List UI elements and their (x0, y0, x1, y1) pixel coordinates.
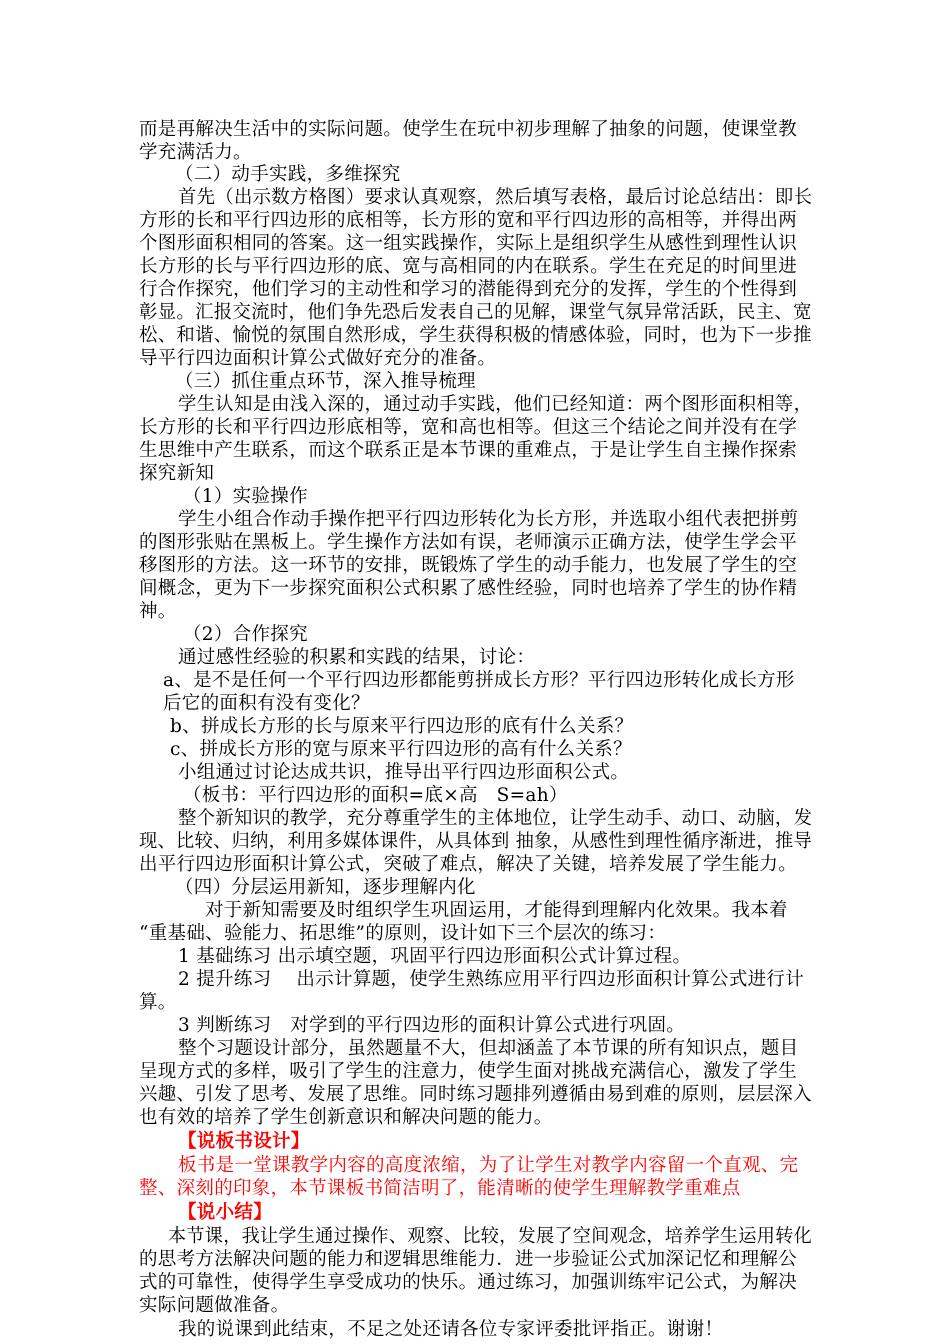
text-line: 式的可靠性，使得学生享受成功的快乐。通过练习，加强训练牢记公式，为解决 (139, 1272, 798, 1293)
text-line: 间概念，更为下一步探究面积公式积累了感性经验，同时也培养了学生的协作精 (139, 578, 798, 599)
text-line: 探究新知 (139, 463, 215, 484)
highlight-line: 整、深刻的印象，本节课板书简洁明了，能清晰的使学生理解教学重难点 (139, 1178, 741, 1199)
text-line: 实际问题做准备。 (139, 1295, 290, 1316)
text-line: 学充满活力。 (139, 142, 252, 163)
text-line: 兴趣、引发了思考、发展了思维。同时练习题排列遵循由易到难的原则，层层深入 (139, 1084, 812, 1105)
section-heading: （四）分层运用新知，逐步理解内化 (175, 877, 476, 898)
text-line: 而是再解决生活中的实际问题。使学生在玩中初步理解了抽象的问题，使课堂教 (139, 119, 798, 140)
text-line: 行合作探究，他们学习的主动性和学习的潜能得到充分的发挥，学生的个性得到 (139, 279, 798, 300)
question-item: b、拼成长方形的长与原来平行四边形的底有什么关系？ (170, 716, 634, 737)
text-line: 小组通过讨论达成共识，推导出平行四边形面积公式。 (178, 762, 630, 783)
text-line: 出平行四边形面积计算公式，突破了难点，解决了关键，培养发展了学生能力。 (139, 854, 798, 875)
text-line: 的图形张贴在黑板上。学生操作方法如有误，老师演示正确方法，使学生学会平 (139, 532, 798, 553)
subsection-heading: （1）实验操作 (183, 486, 308, 507)
section-heading: （二）动手实践，多维探究 (175, 164, 401, 185)
text-line: 后它的面积有没有变化？ (163, 693, 370, 714)
text-line: 现、比较、归纳，利用多媒体课件，从具体到 抽象，从感性到理性循序渐进，推导 (139, 831, 813, 852)
text-line: 松、和谐、愉悦的氛围自然形成，学生获得积极的情感体验，同时，也为下一步推 (139, 325, 812, 346)
formula-note: （板书：平行四边形的面积=底×高 S=ah） (183, 785, 568, 806)
text-line: 呈现方式的多样，吸引了学生的注意力，使学生面对挑战充满信心，激发了学生 (139, 1061, 798, 1082)
question-item: a、是不是任何一个平行四边形都能剪拼成长方形？平行四边形转化成长方形 (163, 670, 795, 691)
exercise-item: 2 提升练习 出示计算题，使学生熟练应用平行四边形面积计算公式进行计 (178, 969, 805, 990)
text-line: 首先（出示数方格图）要求认真观察，然后填写表格，最后讨论总结出：即长 (178, 187, 813, 208)
text-line: 学生认知是由浅入深的，通过动手实践，他们已经知道：两个图形面积相等， (178, 394, 813, 415)
text-line: 算。 (139, 992, 177, 1013)
summary-heading: 【说小结】 (178, 1202, 273, 1223)
text-line: 个图形面积相同的答案。这一组实践操作，实际上是组织学生从感性到理性认识 (139, 233, 798, 254)
highlight-line: 板书是一堂课教学内容的高度浓缩，为了让学生对教学内容留一个直观、完 (178, 1155, 799, 1176)
text-line: 整个习题设计部分，虽然题量不大，但却涵盖了本节课的所有知识点，题目 (178, 1038, 799, 1059)
exercise-item: 1 基础练习 出示填空题，巩固平行四边形面积公式计算过程。 (178, 946, 692, 967)
question-item: c、拼成长方形的宽与原来平行四边形的高有什么关系？ (170, 739, 632, 760)
text-line: 也有效的培养了学生创新意识和解决问题的能力。 (139, 1107, 553, 1128)
section-heading: （三）抓住重点环节，深入推导梳理 (175, 371, 476, 392)
text-line: 本节课，我让学生通过操作、观察、比较，发展了空间观念，培养学生运用转化 (168, 1226, 812, 1247)
text-line: 通过感性经验的积累和实践的结果，讨论： (178, 647, 536, 668)
text-line: 学生小组合作动手操作把平行四边形转化为长方形，并选取小组代表把拼剪 (178, 509, 799, 530)
text-line: 的思考方法解决问题的能力和逻辑思维能力．进一步验证公式加深记忆和理解公 (139, 1249, 798, 1270)
exercise-item: 3 判断练习 对学到的平行四边形的面积计算公式进行巩固。 (178, 1015, 686, 1036)
text-line: “重基础、验能力、拓思维”的原则，设计如下三个层次的练习： (139, 923, 667, 944)
text-line: 彰显。汇报交流时，他们争先恐后发表自己的见解，课堂气氛异常活跃，民主、宽 (139, 302, 812, 323)
closing-line: 我的说课到此结束，不足之处还请各位专家评委批评指正。谢谢！ (178, 1319, 724, 1340)
text-line: 长方形的长与平行四边形的底、宽与高相同的内在联系。学生在充足的时间里进 (139, 256, 798, 277)
text-line: 方形的长和平行四边形的底相等，长方形的宽和平行四边形的高相等，并得出两 (139, 210, 798, 231)
text-line: 导平行四边面积计算公式做好充分的准备。 (139, 348, 497, 369)
subsection-heading: （2）合作探究 (183, 624, 308, 645)
board-design-heading: 【说板书设计】 (178, 1131, 310, 1152)
text-line: 整个新知识的教学，充分尊重学生的主体地位，让学生动手、动口、动脑，发 (178, 808, 813, 829)
text-line: 长方形的长和平行四边形底相等，宽和高也相等。但这三个结论之间并没有在学 (139, 417, 798, 438)
text-line: 神。 (139, 601, 177, 622)
text-line: 生思维中产生联系，而这个联系正是本节课的重难点，于是让学生自主操作探索 (139, 440, 798, 461)
text-line: 对于新知需要及时组织学生巩固运用，才能得到理解内化效果。我本着 (205, 900, 788, 921)
text-line: 移图形的方法。这一环节的安排，既锻炼了学生的动手能力，也发展了学生的空 (139, 555, 798, 576)
